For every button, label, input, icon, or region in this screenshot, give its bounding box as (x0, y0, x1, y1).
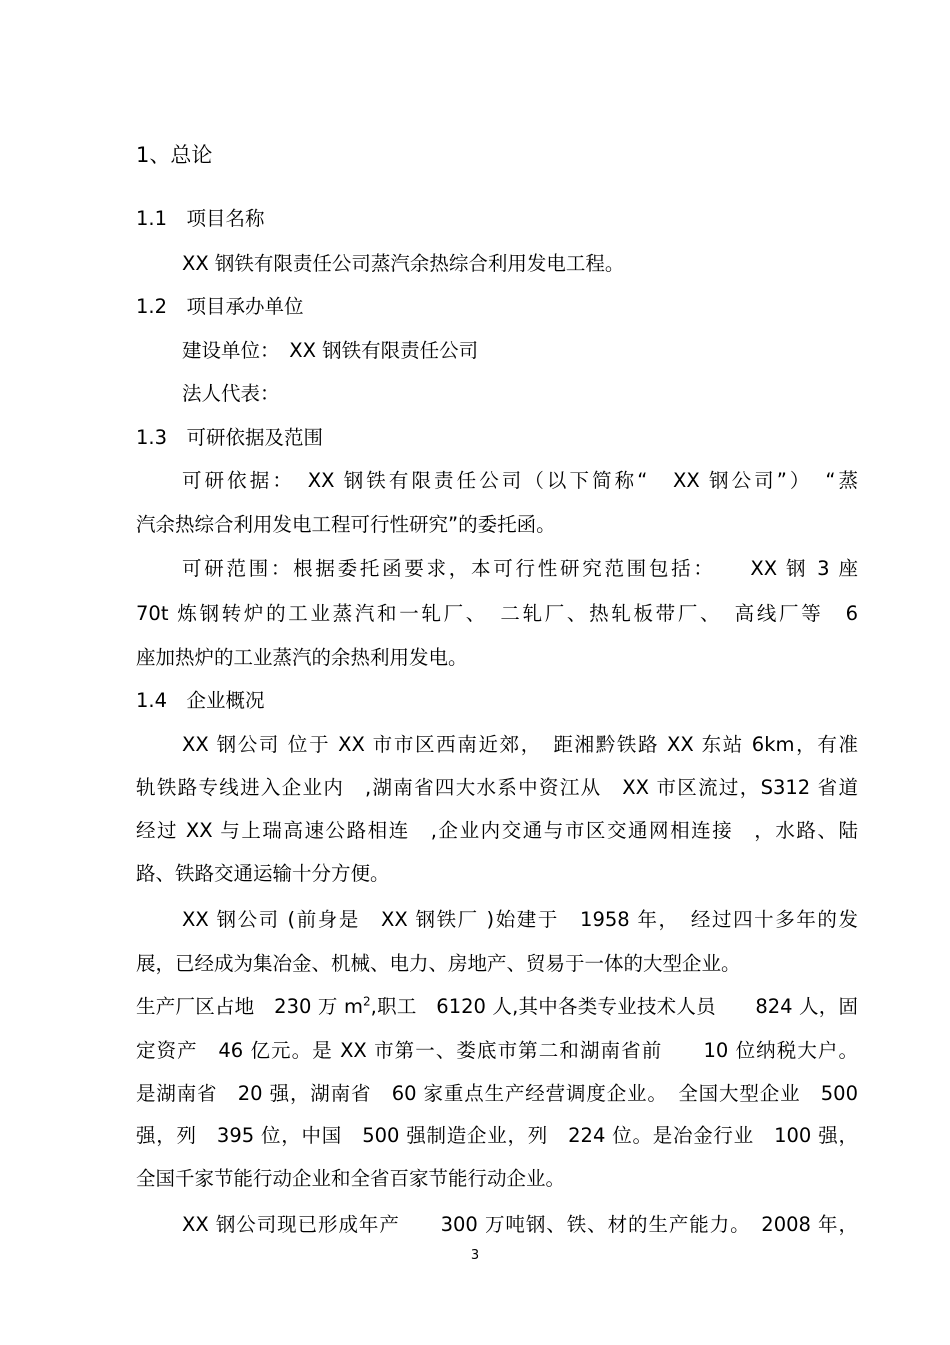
page-number: 3 (470, 1248, 480, 1263)
section-heading-1-1: 1.1 项目名称 (136, 207, 265, 230)
overview-line: XX 钢公司 位于 XX 市市区西南近郊， 距湘黔铁路 XX 东站 6km，有准 (182, 733, 858, 756)
section-heading-1-2: 1.2 项目承办单位 (136, 295, 304, 318)
scale-line: 是湖南省 20 强，湖南省 60 家重点生产经营调度企业。 全国大型企业 500 (136, 1082, 858, 1105)
capacity-line: XX 钢公司现已形成年产 300 万吨钢、铁、材的生产能力。 2008 年， (182, 1213, 858, 1236)
chapter-title: 1、总论 (136, 143, 213, 167)
section-heading-1-3: 1.3 可研依据及范围 (136, 426, 324, 449)
scale-line (136, 994, 858, 1020)
overview-line: 经过 XX 与上瑞高速公路相连 ,企业内交通与市区交通网相连接 ，水路、陆 (136, 819, 858, 842)
scope-line: 70t 炼钢转炉的工业蒸汽和一轧厂、 二轧厂、热轧板带厂、 高线厂等 6 (136, 602, 858, 625)
overview-line: 轨铁路专线进入企业内 ,湖南省四大水系中资江从 XX 市区流过，S312 省道 (136, 776, 858, 799)
overview-line: 路、铁路交通运输十分方便。 (136, 862, 390, 885)
basis-line: 汽余热综合利用发电工程可行性研究”的委托函。 (136, 513, 556, 536)
scope-line: 可研范围：根据委托函要求，本可行性研究范围包括： XX 钢 3 座 (182, 557, 858, 580)
scale-text-a: 生产厂区占地 230 万 m (136, 995, 363, 1018)
scale-line: 全国千家节能行动企业和全省百家节能行动企业。 (136, 1167, 566, 1190)
basis-line: 可研依据： XX 钢铁有限责任公司（以下简称“ XX 钢公司”） “蒸 (182, 469, 858, 492)
area-unit-superscript: 2 (363, 994, 371, 1009)
builder-unit: 建设单位： XX 钢铁有限责任公司 (182, 339, 479, 362)
legal-representative: 法人代表： (182, 382, 280, 405)
history-line: XX 钢公司 (前身是 XX 钢铁厂 )始建于 1958 年， 经过四十多年的发 (182, 908, 858, 931)
scale-line: 定资产 46 亿元。是 XX 市第一、娄底市第二和湖南省前 10 位纳税大户。 (136, 1039, 858, 1062)
project-name: XX 钢铁有限责任公司蒸汽余热综合利用发电工程。 (182, 252, 625, 275)
history-line: 展，已经成为集冶金、机械、电力、房地产、贸易于一体的大型企业。 (136, 952, 741, 975)
scale-text-b: ,职工 6120 人,其中各类专业技术人员 824 人，固 (370, 995, 858, 1018)
section-heading-1-4: 1.4 企业概况 (136, 689, 265, 712)
scale-line: 强，列 395 位，中国 500 强制造企业，列 224 位。是冶金行业 100 强， (136, 1124, 858, 1147)
scope-line: 座加热炉的工业蒸汽的余热利用发电。 (136, 646, 468, 669)
